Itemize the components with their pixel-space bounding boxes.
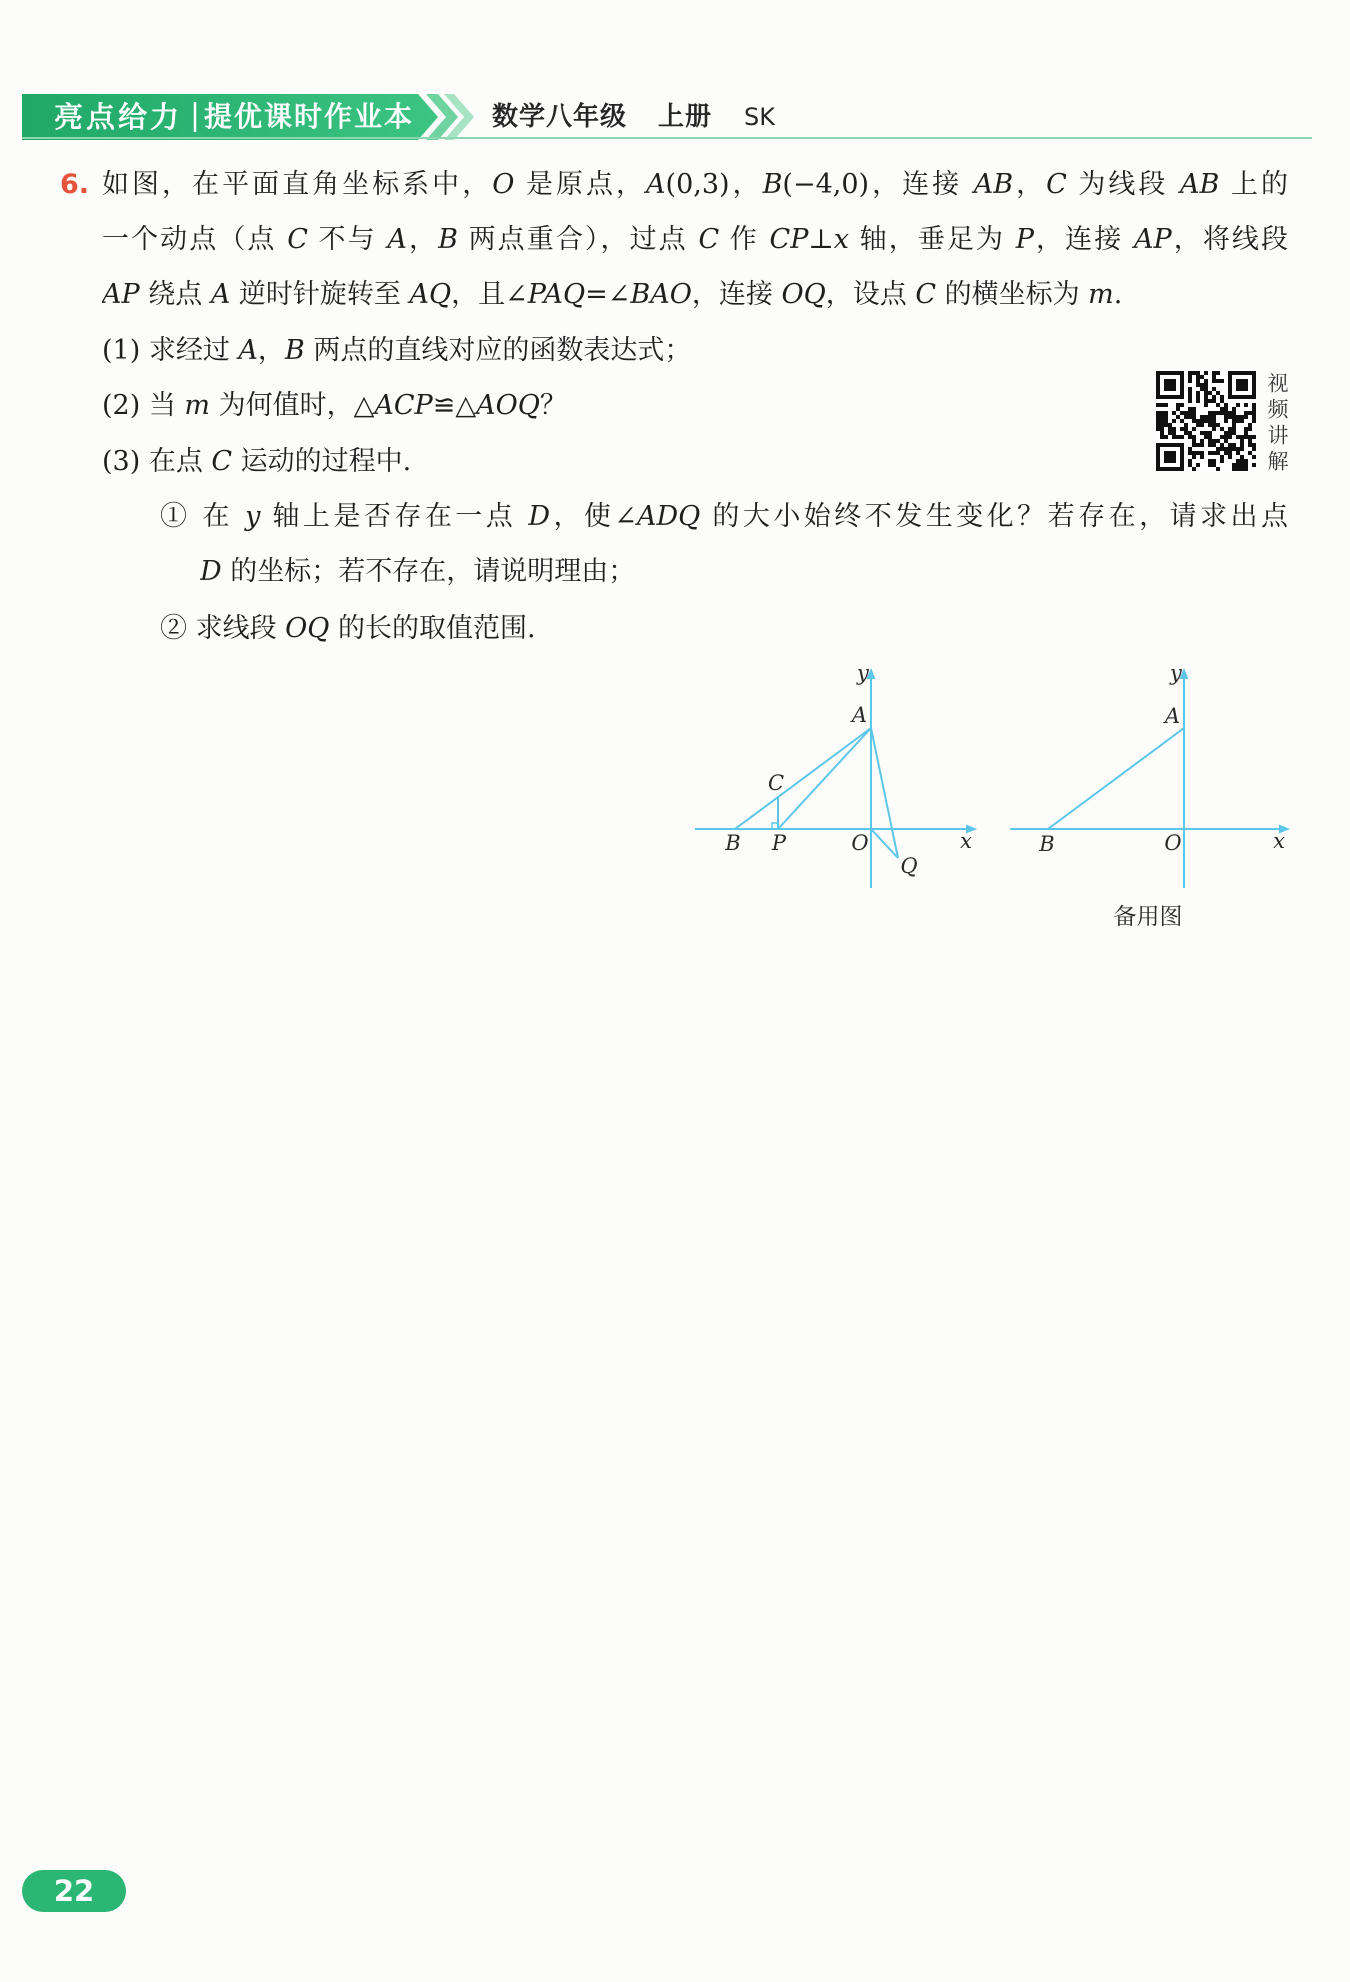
segment-ab [735, 728, 871, 829]
problem-stem-line-3: AP 绕点 A 逆时针旋转至 AQ，且∠PAQ=∠BAO，连接 OQ，设点 C 的横坐标为 m. [102, 279, 1123, 310]
qr-code [1156, 371, 1256, 471]
segment-ap [778, 728, 871, 829]
spare-point-b-label: B [1039, 832, 1055, 856]
header-rule [22, 137, 1312, 139]
brand-title-right: 提优课时作业本 [204, 100, 415, 133]
spare-point-a-label: A [1164, 704, 1180, 728]
spare-x-axis-label: x [1273, 829, 1285, 853]
main-x-axis-label: x [960, 829, 972, 853]
figure-main [695, 661, 977, 888]
point-p-label: P [771, 831, 787, 855]
point-c-label: C [767, 771, 785, 795]
page-number: 22 [22, 1870, 126, 1912]
point-a-label: A [851, 703, 867, 727]
video-lecture-label: 视频讲解 [1265, 372, 1289, 476]
figures [680, 650, 1320, 940]
problem-part-2: (2) 当 m 为何值时，△ACP≌△AOQ？ [102, 390, 567, 421]
segment-oq [871, 829, 898, 858]
main-y-axis-label: y [857, 661, 869, 685]
problem-stem-line-1: 如图，在平面直角坐标系中，O 是原点，A(0,3)，B(−4,0)，连接 AB，C 为线段 AB 上的 [102, 169, 1288, 200]
segment-aq [871, 728, 898, 858]
point-b-label: B [725, 831, 741, 855]
spare-figure-caption: 备用图 [1113, 904, 1183, 930]
problem-part-1: (1) 求经过 A，B 两点的直线对应的函数表达式； [102, 335, 692, 366]
problem-part-3-sub-1-line-1: ① 在 y 轴上是否存在一点 D，使∠ADQ 的大小始终不发生变化？若存在，请求出点 [160, 501, 1288, 532]
book-subject: 数学八年级 [492, 102, 628, 132]
book-edition: SK [744, 103, 775, 131]
problem-part-3: (3) 在点 C 运动的过程中. [102, 446, 412, 477]
spare-y-axis-label: y [1170, 661, 1182, 685]
spare-segment-ab [1048, 728, 1184, 829]
brand-title-left: 亮点给力 [54, 100, 183, 134]
problem-number: 6. [60, 169, 90, 200]
problem-part-3-sub-1-line-2: D 的坐标；若不存在，请说明理由； [200, 556, 636, 587]
point-q-label: Q [900, 854, 918, 878]
book-volume: 上册 [658, 102, 713, 132]
spare-origin-label: O [1164, 831, 1182, 855]
figure-spare [1010, 661, 1290, 930]
origin-label: O [851, 831, 869, 855]
problem-stem-line-2: 一个动点（点 C 不与 A，B 两点重合），过点 C 作 CP⊥x 轴，垂足为 P，连接 AP，将线段 [102, 224, 1288, 255]
problem-part-3-sub-2: ② 求线段 OQ 的长的取值范围. [160, 613, 536, 644]
